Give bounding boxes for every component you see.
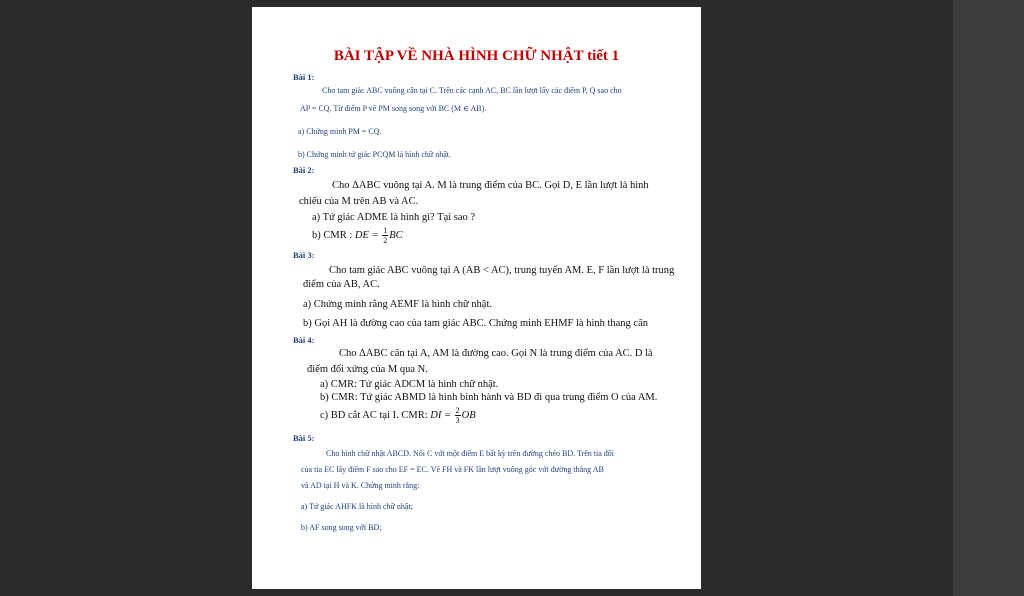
exercise-2-line-2: chiếu của M trên AB và AC. (299, 196, 419, 207)
exercise-1-line-1: Cho tam giác ABC vuông cân tại C. Trên các cạnh AC, BC lần lượt lấy các điểm P, Q sao cho (322, 86, 622, 95)
exercise-3-label: Bài 3: (293, 250, 315, 260)
exercise-1-part-b: b) Chứng minh tứ giác PCQM là hình chữ nhật. (298, 150, 451, 159)
exercise-2-part-a: a) Tứ giác ADME là hình gì? Tại sao ? (312, 212, 476, 223)
exercise-5-label: Bài 5: (293, 433, 315, 443)
exercise-4-part-b: b) CMR: Tứ giác ABMD là hình bình hành và BD đi qua trung điểm O của AM. (320, 392, 658, 403)
exercise-5-line-3: và AD tại H và K. Chứng minh rằng: (301, 481, 420, 490)
exercise-1-part-a: a) Chứng minh PM = CQ. (298, 127, 382, 136)
exercise-5-part-a: a) Tứ giác AHFK là hình chữ nhật; (301, 502, 413, 511)
exercise-4-label: Bài 4: (293, 335, 315, 345)
exercise-4-part-c-suffix: OB (461, 409, 476, 421)
exercise-4-part-c (320, 406, 476, 425)
document-page (252, 7, 701, 589)
exercise-1-line-2: AP = CQ. Từ điểm P vẽ PM song song với BC (M ∈ AB). (300, 104, 487, 113)
exercise-2-part-b-prefix: b) CMR : (312, 229, 355, 241)
side-panel (953, 0, 1024, 596)
fraction-one-half (382, 226, 388, 245)
fraction-two-thirds (455, 406, 461, 425)
exercise-4-line-1: Cho ΔABC cân tại A, AM là đường cao. Gọi N là trung điểm của AC. D là (339, 348, 653, 359)
exercise-3-line-2: điểm của AB, AC. (303, 279, 380, 290)
exercise-2-label: Bài 2: (293, 165, 315, 175)
fraction-denominator: 3 (455, 416, 460, 425)
exercise-2-line-1: Cho ΔABC vuông tại A. M là trung điểm của BC. Gọi D, E lần lượt là hình (332, 180, 649, 191)
exercise-3-line-1: Cho tam giác ABC vuông tại A (AB < AC), trung tuyến AM. E, F lần lượt là trung (329, 265, 675, 276)
exercise-5-part-b: b) AF song song với BD; (301, 523, 382, 532)
exercise-1-label: Bài 1: (293, 72, 315, 82)
fraction-numerator: 1 (383, 226, 388, 235)
exercise-3-part-b: b) Gọi AH là đường cao của tam giác ABC. Chứng minh EHMF là hình thang cân (303, 318, 649, 329)
exercise-2-part-b (312, 226, 403, 245)
exercise-2-part-b-suffix: BC (389, 229, 403, 241)
exercise-3-part-a: a) Chứng minh rằng AEMF là hình chữ nhật. (303, 299, 492, 310)
fraction-numerator: 2 (455, 406, 460, 415)
exercise-4-part-c-prefix: c) BD cắt AC tại I. CMR: (320, 409, 431, 421)
exercise-4-part-a: a) CMR: Tứ giác ADCM là hình chữ nhật. (320, 379, 499, 390)
fraction-denominator: 2 (383, 236, 388, 245)
page-title: BÀI TẬP VỀ NHÀ HÌNH CHỮ NHẬT tiết 1 (333, 48, 620, 64)
exercise-5-line-1: Cho hình chữ nhật ABCD. Nối C với một điểm E bất kỳ trên đường chéo BD. Trên tia đối (326, 449, 615, 458)
exercise-4-part-c-expr: DI = (430, 409, 454, 421)
exercise-2-part-b-expr: DE = (354, 229, 382, 241)
exercise-5-line-2: của tia EC lấy điểm F sao cho EF = EC. Vẽ FH và FK lần lượt vuông góc với đường thẳng AB (301, 465, 604, 474)
exercise-4-line-2: điểm đối xứng của M qua N. (307, 364, 428, 375)
